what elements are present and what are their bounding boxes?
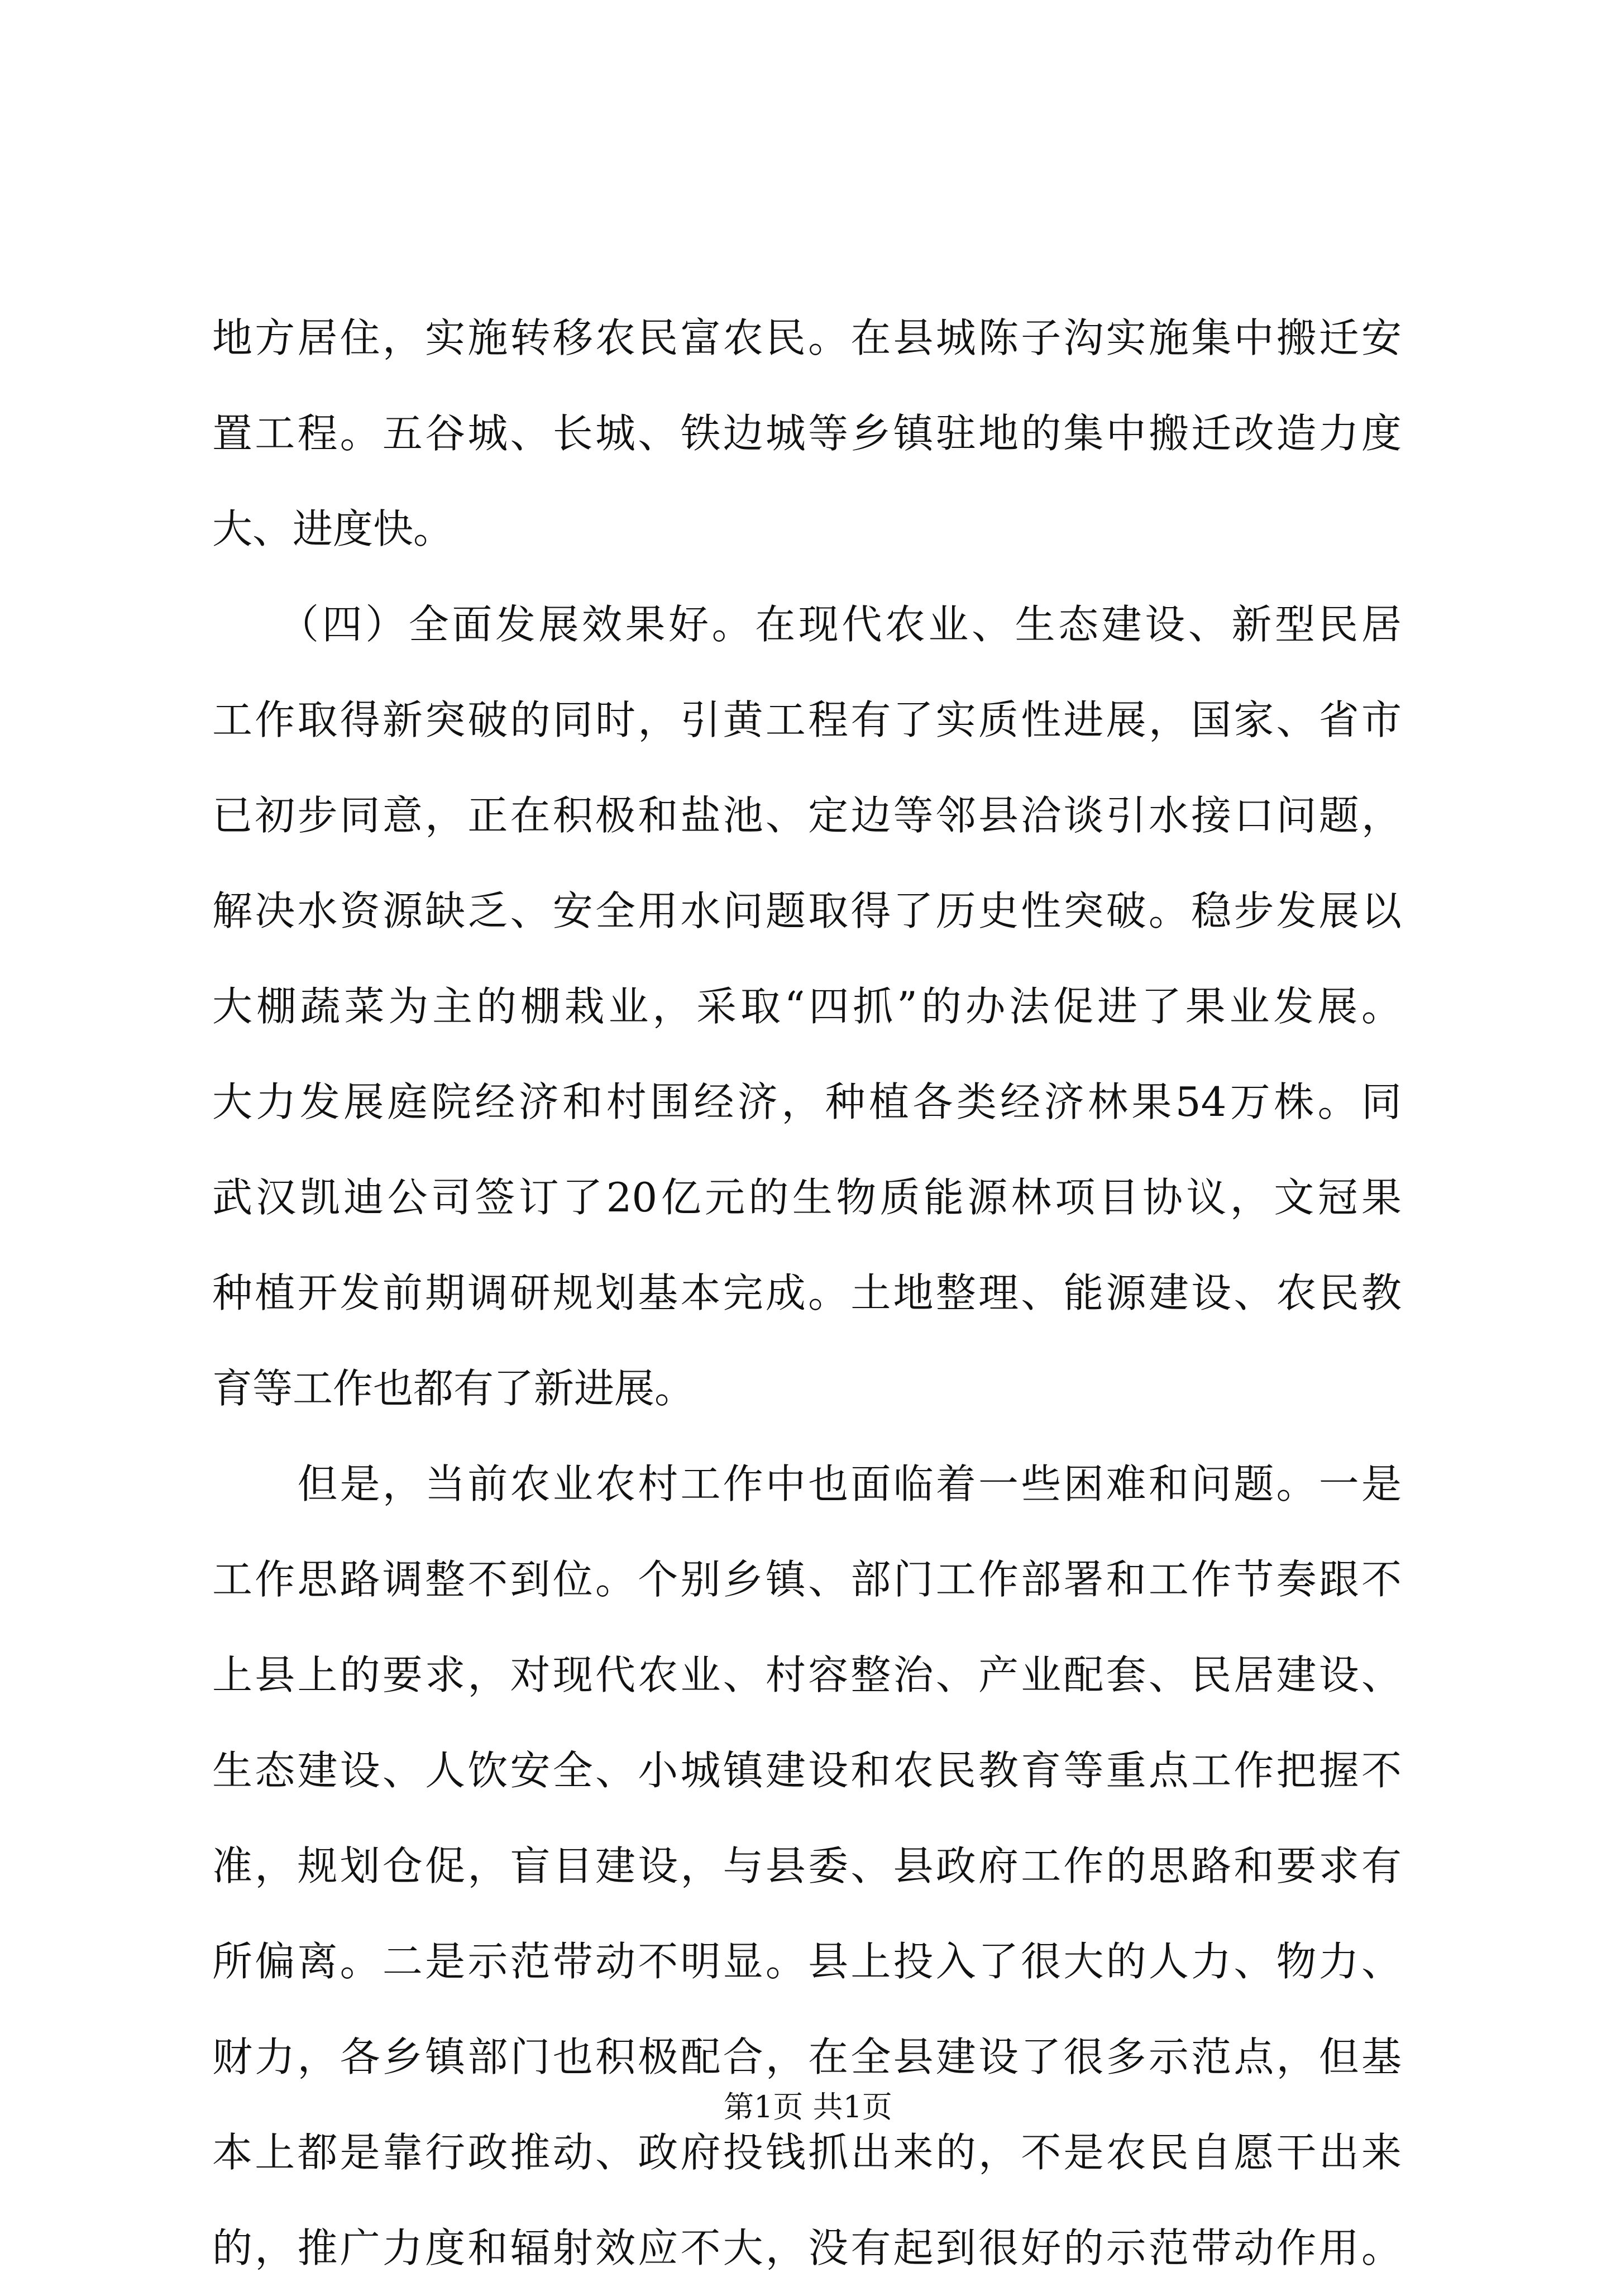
text-line: 育等工作也都有了新进展。	[212, 1365, 695, 1412]
text-line: 但是，当前农业农村工作中也面临着一些困难和问题。一是	[212, 1460, 1402, 1507]
text-line: 的，推广力度和辐射效应不大，没有起到很好的示范带动作用。	[212, 2225, 1402, 2271]
text-line: 大力发展庭院经济和村围经济，种植各类经济林果54万株。同	[212, 1078, 1402, 1125]
text-line: 解决水资源缺乏、安全用水问题取得了历史性突破。稳步发展以	[212, 887, 1402, 934]
text-line: 上县上的要求，对现代农业、村容整治、产业配套、民居建设、	[212, 1651, 1402, 1698]
text-line: 大棚蔬菜为主的棚栽业，采取“四抓”的办法促进了果业发展。	[212, 983, 1402, 1030]
document-body	[212, 290, 1402, 2296]
text-line: （四）全面发展效果好。在现代农业、生态建设、新型民居	[212, 601, 1402, 648]
text-line: 工作取得新突破的同时，引黄工程有了实质性进展，国家、省市	[212, 696, 1402, 743]
text-line: 地方居住，实施转移农民富农民。在县城陈子沟实施集中搬迁安	[212, 314, 1402, 361]
text-line: 工作思路调整不到位。个别乡镇、部门工作部署和工作节奏跟不	[212, 1556, 1402, 1603]
page-footer: 第1页 共1页	[724, 2089, 892, 2125]
text-line: 置工程。五谷城、长城、铁边城等乡镇驻地的集中搬迁改造力度	[212, 410, 1402, 457]
text-line: 财力，各乡镇部门也积极配合，在全县建设了很多示范点，但基	[212, 2034, 1402, 2080]
text-line: 准，规划仓促，盲目建设，与县委、县政府工作的思路和要求有	[212, 1842, 1402, 1889]
text-line: 种植开发前期调研规划基本完成。土地整理、能源建设、农民教	[212, 1269, 1402, 1316]
text-line: 武汉凯迪公司签订了20亿元的生物质能源林项目协议，文冠果	[212, 1174, 1402, 1221]
text-line: 生态建设、人饮安全、小城镇建设和农民教育等重点工作把握不	[212, 1747, 1402, 1794]
text-line: 本上都是靠行政推动、政府投钱抓出来的，不是农民自愿干出来	[212, 2129, 1402, 2176]
text-line: 已初步同意，正在积极和盐池、定边等邻县洽谈引水接口问题，	[212, 792, 1402, 839]
text-line: 大、进度快。	[212, 505, 454, 552]
text-line: 所偏离。二是示范带动不明显。县上投入了很大的人力、物力、	[212, 1938, 1402, 1985]
